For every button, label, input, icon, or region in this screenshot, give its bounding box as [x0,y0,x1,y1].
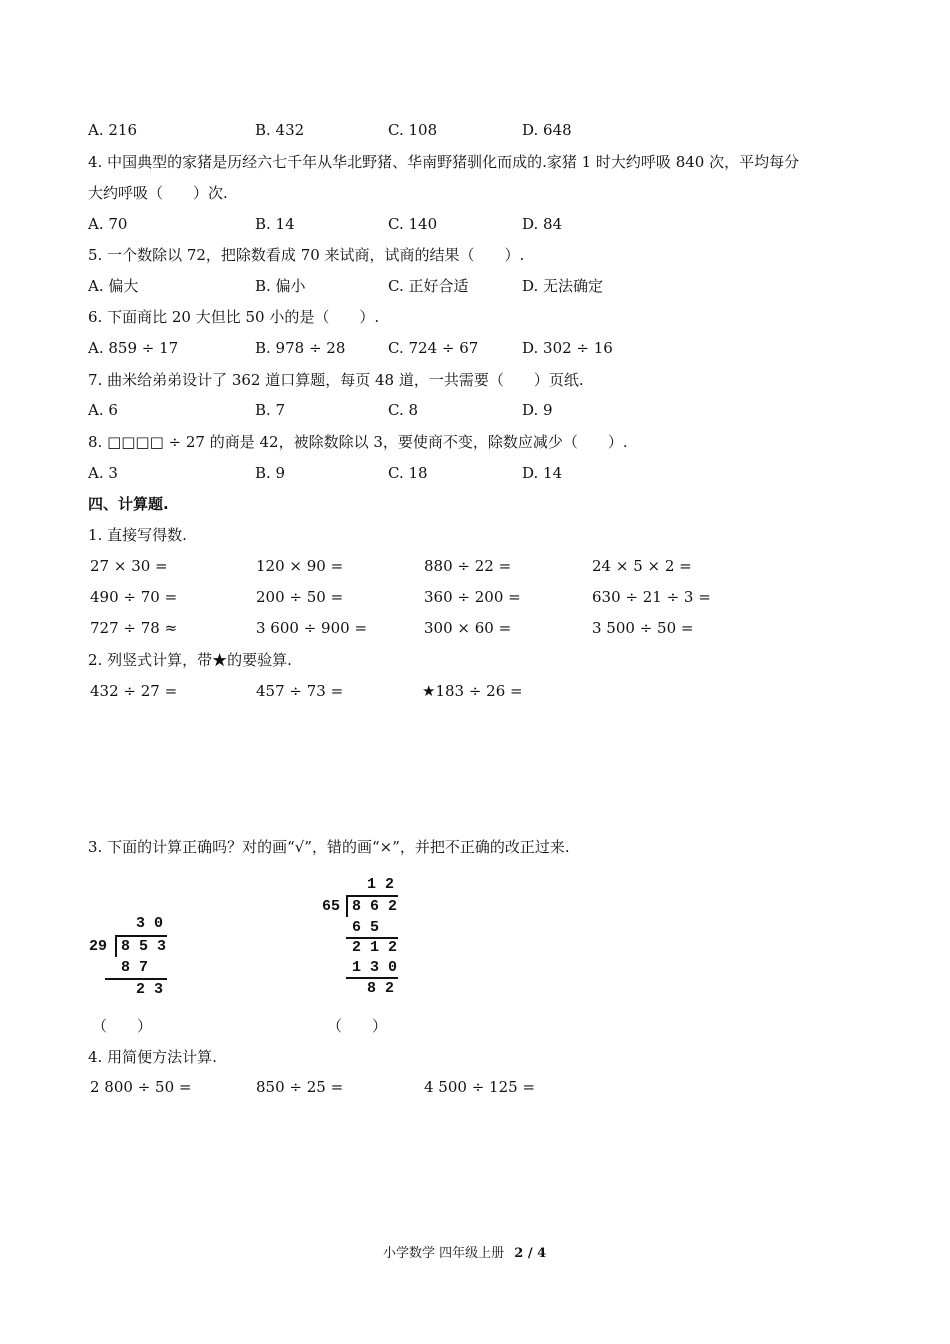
q3-option-c: C. 108 [388,121,438,139]
p1-row3-item1: 727 ÷ 78 ≈ [90,619,178,637]
page-footer [383,1244,546,1264]
q8-option-b: B. 9 [255,464,286,482]
section-4-title: 四、计算题. [88,495,169,513]
footer-subject: 小学数学 四年级上册 [383,1246,505,1261]
div1-answer-blank: （ ） [92,1017,153,1035]
div2-dividend: 8 6 2 [352,898,398,915]
p3-title: 3. 下面的计算正确吗？对的画“√”，错的画“×”，并把不正确的改正过来. [88,838,570,856]
p2-item3: ★183 ÷ 26 = [422,682,523,700]
q6-option-a: A. 859 ÷ 17 [88,339,179,357]
div1-step1: 8 7 [121,959,149,976]
q5-option-a: A. 偏大 [88,277,139,295]
p2-title: 2. 列竖式计算，带★的要验算. [88,651,292,669]
q8-option-c: C. 18 [388,464,428,482]
div2-answer-blank: （ ） [327,1017,388,1035]
q4-option-c: C. 140 [388,215,438,233]
q7-option-a: A. 6 [88,401,118,419]
q5-option-c: C. 正好合适 [388,277,469,295]
div2-step1: 6 5 [352,919,380,936]
q8-text: 8. □□□□ ÷ 27 的商是 42，被除数除以 3，要使商不变，除数应减少（ ）. [88,433,628,451]
q4-option-d: D. 84 [522,215,563,233]
div2-divisor: 65 [322,898,341,915]
p4-item1: 2 800 ÷ 50 = [90,1078,192,1096]
p1-row1-item2: 120 × 90 = [256,557,344,575]
q6-text: 6. 下面商比 20 大但比 50 小的是（ ）. [88,308,380,326]
q5-text: 5. 一个数除以 72，把除数看成 70 来试商，试商的结果（ ）. [88,246,525,264]
p1-row2-item4: 630 ÷ 21 ÷ 3 = [592,588,711,606]
p4-item2: 850 ÷ 25 = [256,1078,344,1096]
p1-row2-item2: 200 ÷ 50 = [256,588,344,606]
p1-row2-item3: 360 ÷ 200 = [424,588,521,606]
p1-row3-item3: 300 × 60 = [424,619,512,637]
q4-text-line2: 大约呼吸（ ）次. [88,184,228,202]
p2-item1: 432 ÷ 27 = [90,682,178,700]
p1-title: 1. 直接写得数. [88,526,187,544]
q5-option-b: B. 偏小 [255,277,306,295]
p4-title: 4. 用简便方法计算. [88,1048,217,1066]
p1-row3-item4: 3 500 ÷ 50 = [592,619,694,637]
q7-text: 7. 曲米给弟弟设计了 362 道口算题，每页 48 道，一共需要（ ）页纸. [88,371,584,389]
p4-item3: 4 500 ÷ 125 = [424,1078,536,1096]
p1-row3-item2: 3 600 ÷ 900 = [256,619,368,637]
div1-remainder: 2 3 [136,981,164,998]
div2-step3: 1 3 0 [352,959,398,976]
q7-option-b: B. 7 [255,401,286,419]
p1-row2-item1: 490 ÷ 70 = [90,588,178,606]
q8-option-d: D. 14 [522,464,563,482]
q7-option-d: D. 9 [522,401,553,419]
q4-option-a: A. 70 [88,215,128,233]
div1-dividend: 8 5 3 [121,938,167,955]
q6-option-c: C. 724 ÷ 67 [388,339,479,357]
p2-item2: 457 ÷ 73 = [256,682,344,700]
div2-step2: 2 1 2 [352,939,398,956]
div2-bracket-side [346,895,348,917]
q4-option-b: B. 14 [255,215,295,233]
div1-bracket-side [115,935,117,957]
q5-option-d: D. 无法确定 [522,277,604,295]
p1-row1-item4: 24 × 5 × 2 = [592,557,692,575]
div1-divisor: 29 [89,938,108,955]
q8-option-a: A. 3 [88,464,118,482]
p1-row1-item3: 880 ÷ 22 = [424,557,512,575]
div2-quotient: 1 2 [367,876,395,893]
q6-option-b: B. 978 ÷ 28 [255,339,346,357]
q4-text-line1: 4. 中国典型的家猪是历经六七千年从华北野猪、华南野猪驯化而成的.家猪 1 时大约呼吸 840 次，平均每分 [88,153,800,171]
q3-option-d: D. 648 [522,121,572,139]
footer-page-number: 2 / 4 [514,1246,547,1261]
q7-option-c: C. 8 [388,401,419,419]
q3-option-a: A. 216 [88,121,137,139]
div1-quotient: 3 0 [136,915,164,932]
q3-option-b: B. 432 [255,121,305,139]
p1-row1-item1: 27 × 30 = [90,557,168,575]
div2-remainder: 8 2 [367,980,395,997]
q6-option-d: D. 302 ÷ 16 [522,339,613,357]
